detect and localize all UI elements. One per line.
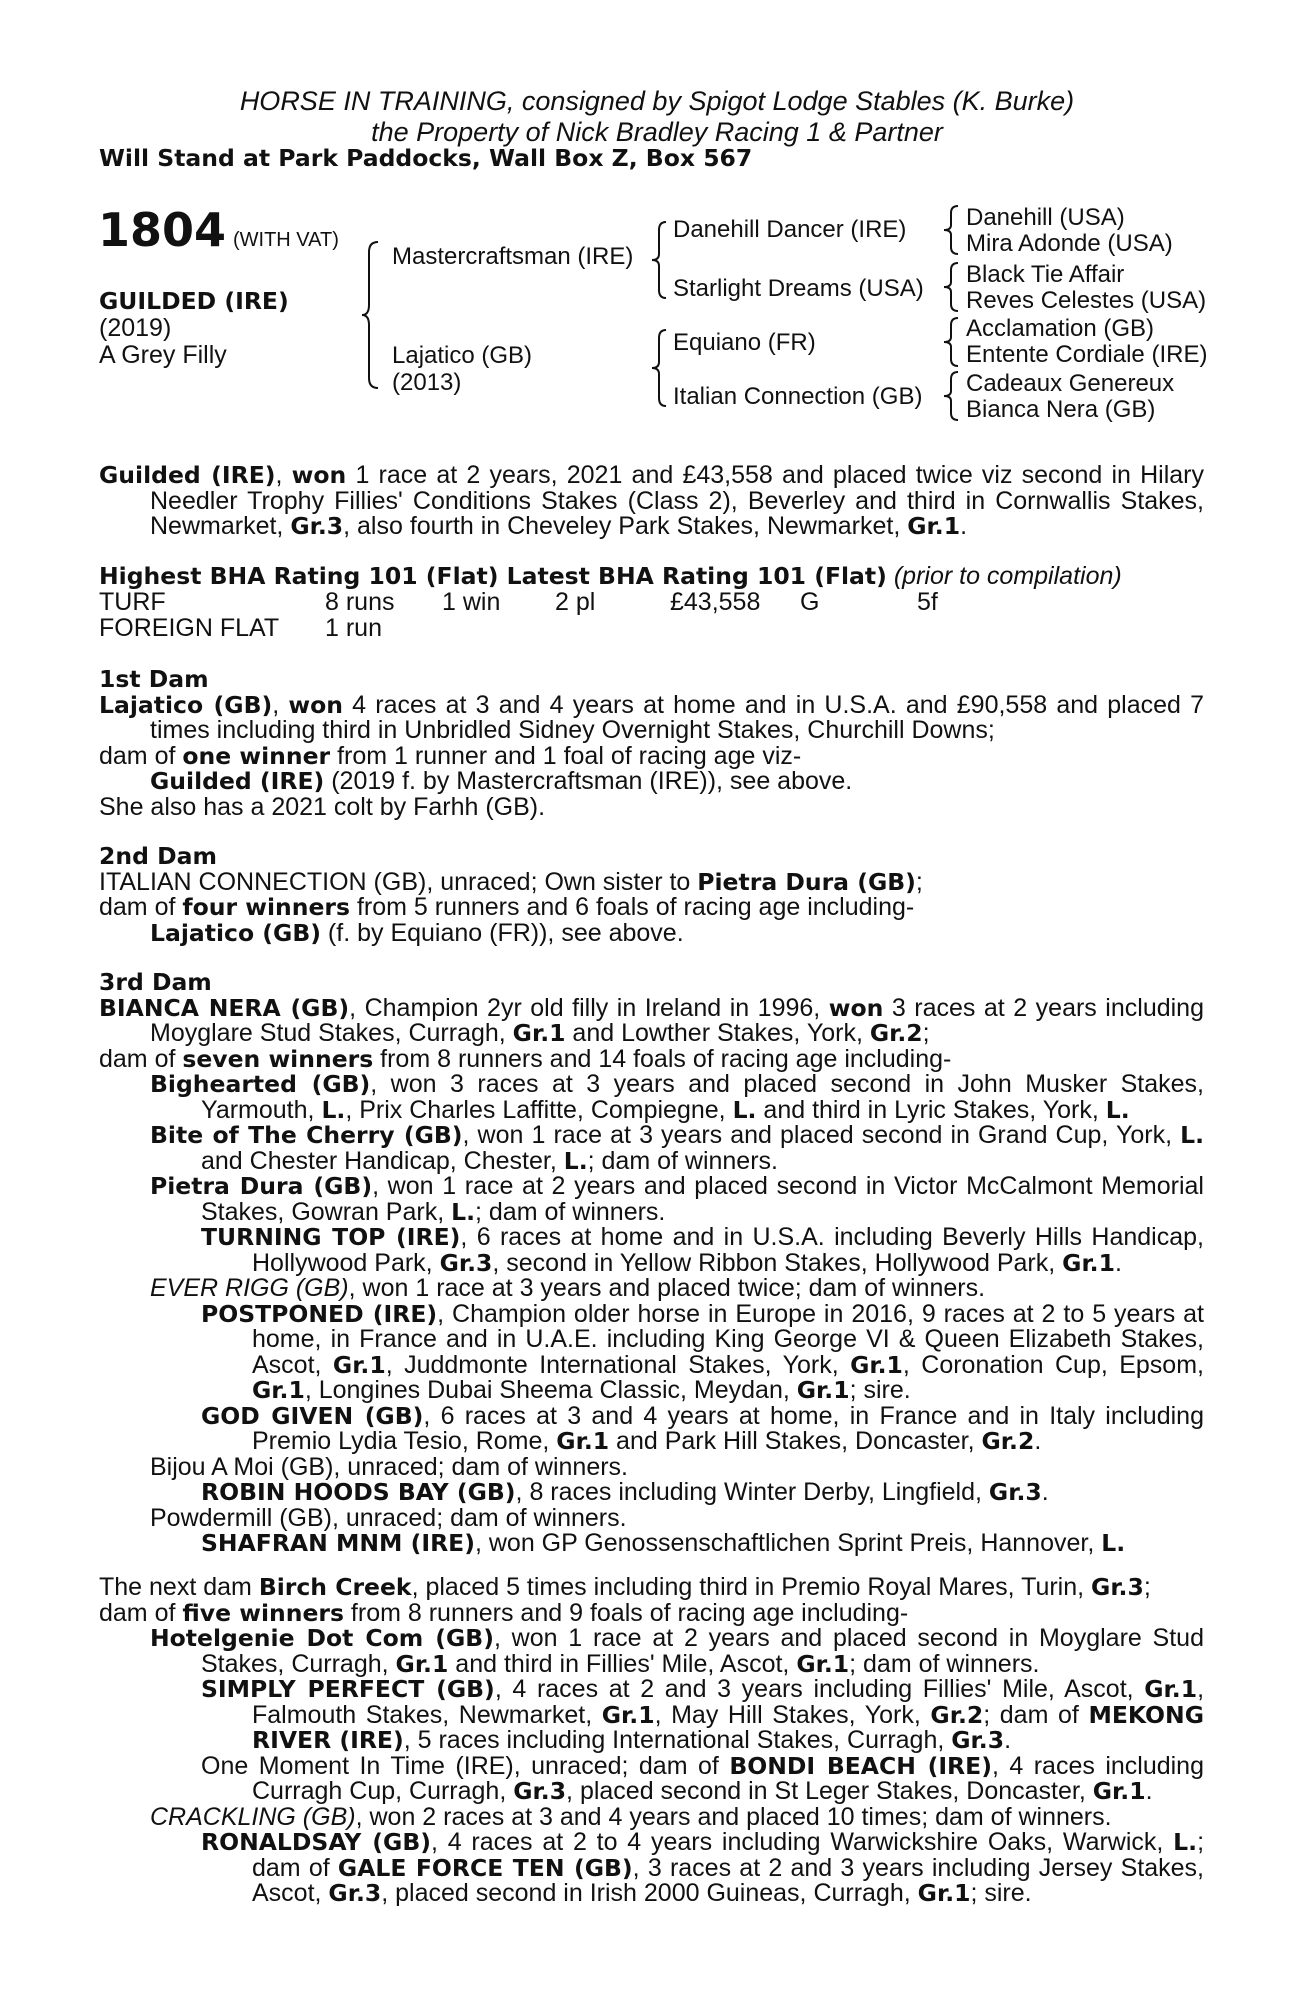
pedigree-brace-ds [942,316,962,368]
grade: L. [1173,1828,1198,1856]
section-heading: 2nd Dam [99,842,217,870]
text: , won 3 races at 3 years and placed second in John Musker Stakes, Yarmouth, [201,1070,1204,1124]
grade: Gr.1 [1092,1777,1146,1805]
text: ITALIAN CONNECTION (GB), unraced; Own sister to [99,867,698,896]
text: from 8 runners and 14 foals of racing age including- [373,1044,952,1073]
horse-name-ref: BONDI BEACH (IRE) [729,1751,992,1780]
consignor-line: HORSE IN TRAINING, consigned by Spigot Lodge Stables (K. Burke) [239,86,1075,116]
grade: Gr.1 [1144,1675,1198,1703]
race-summary [99,463,1204,540]
text: , won GP Genossenschaftlichen Sprint Preis, Hannover, [474,1529,1102,1557]
grade: Gr.3 [951,1726,1005,1754]
text: and third in Lyric Stakes, York, [756,1095,1106,1124]
pedigree-brace-main [360,240,384,390]
pedigree-dam-sire: Equiano (FR) [673,329,816,356]
text: , placed 5 times including third in Premio Royal Mares, Turin, [411,1573,1092,1601]
turf-distance: 5f [917,588,938,616]
horse-name: GUILDED (IRE) [99,287,289,315]
produce-entry [99,1830,1204,1907]
turf-going: G [800,588,820,616]
turf-earnings: £43,558 [670,588,761,616]
third-dam-section [99,970,1204,1557]
text: , 3 races at 2 and 3 years including Jersey Stakes, Ascot, [252,1853,1205,1907]
grade: L. [321,1095,346,1124]
horse-name-ref: RONALDSAY (GB) [201,1828,431,1856]
text: , won 1 race at 3 years and placed twice; dam of winners. [348,1274,986,1302]
text: , won 1 race at 2 years and placed second in Moyglare Stud Stakes, Curragh, [201,1624,1204,1678]
location-line: Will Stand at Park Paddocks, Wall Box Z, Box 567 [99,144,753,172]
grade: Gr.1 [850,1350,903,1379]
text: dam of [99,893,183,921]
produce-entry [99,1401,1204,1455]
pedigree-dsd: Entente Cordiale (IRE) [966,341,1208,368]
pedigree-brace-ss [942,204,962,256]
text: ; dam of winners. [587,1146,778,1175]
grade: Gr.3 [1091,1573,1144,1601]
horse-name-ref: Guilded (IRE) [99,461,276,489]
grade: Gr.3 [328,1879,382,1907]
dam-record [99,993,1204,1047]
text: (f. by Equiano (FR)), see above. [320,918,684,947]
grade: Gr.1 [796,1649,850,1678]
winners-count: one winner [182,741,331,770]
winners-count: four winners [182,893,350,921]
vat-note: (WITH VAT) [232,229,339,251]
grade: Gr.3 [988,1478,1042,1506]
pedigree-dds: Cadeaux Genereux [966,370,1175,397]
grade: Gr.1 [556,1427,610,1455]
dam-record [99,1575,1204,1601]
grade: Gr.1 [332,1350,386,1379]
section-heading: 1st Dam [99,665,209,693]
text: , 4 races including Curragh Cup, Curragh, [252,1751,1204,1805]
text: , 6 races at home and in U.S.A. including Beverly Hills Handicap, Hollywood Park, [252,1223,1204,1277]
pedigree-brace-sire [650,220,670,300]
pedigree-sire-dam: Starlight Dreams (USA) [673,275,924,302]
grade: L. [451,1197,476,1226]
text: and Lowther Stakes, York, [565,1019,870,1047]
text: , Falmouth Stakes, Newmarket, [252,1675,1205,1729]
produce-entry [99,1123,1204,1174]
horse-name-ref: Bighearted (GB) [150,1070,371,1098]
text: dam of [99,1044,183,1073]
grade: Gr.1 [917,1879,971,1907]
produce-entry [99,1276,1204,1302]
produce-entry [99,1751,1204,1805]
grade: L. [1105,1095,1130,1124]
horse-name-ref: POSTPONED (IRE) [201,1299,438,1328]
text: , 6 races at 3 and 4 years at home, in France and in Italy including Premio Lydia Tesio, Rome, [252,1401,1204,1455]
produce-entry [99,1225,1204,1276]
grade: Gr.3 [290,512,344,540]
text: , 8 races including Winter Derby, Lingfield, [515,1478,989,1506]
text: . [1041,1478,1049,1506]
pedigree-brace-dam [650,328,670,408]
text: dam of [99,741,183,770]
grade: L. [1101,1529,1126,1557]
text: . [1145,1777,1153,1805]
text: One Moment In Time (IRE), unraced; dam of [201,1751,730,1780]
text: ; dam of winners. [849,1649,1040,1678]
pedigree-sire: Mastercraftsman (IRE) [392,243,634,270]
pedigree-sds: Black Tie Affair [966,261,1125,288]
pedigree-dss: Acclamation (GB) [966,315,1155,342]
horse-name-ref: CRACKLING (GB) [150,1802,356,1831]
text: . [1004,1726,1012,1754]
text: from 8 runners and 9 foals of racing age including- [343,1598,909,1627]
produce-entry [99,1174,1204,1225]
text: , May Hill Stakes, York, [654,1700,931,1729]
foreign-label: FOREIGN FLAT [99,614,280,642]
produce-summary [99,1044,1204,1073]
text: ; [1143,1573,1151,1601]
text: , won 1 race at 2 years and placed second in Victor McCalmont Memorial Stakes, Gowran Park, [201,1172,1204,1226]
produce-entry [99,1480,1204,1506]
text: ; sire. [970,1879,1032,1907]
other-produce: She also has a 2021 colt by Farhh (GB). [99,792,546,821]
text: (2019 f. by Mastercraftsman (IRE)), see above. [324,767,853,795]
horse-name-ref: Bite of The Cherry (GB) [150,1121,463,1149]
grade: Gr.1 [796,1376,850,1404]
text: The next dam [99,1573,259,1601]
text: and Chester Handicap, Chester, [201,1146,564,1175]
grade: L. [1180,1121,1204,1149]
produce-entry [99,1677,1204,1754]
rating-note: (prior to compilation) [893,562,1122,590]
text: 1 race at 2 years, 2021 and £43,558 and placed twice viz second in Hilary Needler Trophy Fillies' Conditions Stakes (Class 2), Beverley and third in Cornwallis Stakes, Newmarket, [150,461,1204,540]
text: , Coronation Cup, Epsom, [902,1350,1204,1379]
pedigree-brace-dd [942,370,962,422]
text: , 5 races including International Stakes, Curragh, [403,1726,952,1754]
text: ; dam of winners. [475,1197,666,1226]
horse-name-ref: ROBIN HOODS BAY (GB) [201,1478,516,1506]
text: . [960,512,968,540]
horse-name-ref: EVER RIGG (GB) [150,1274,349,1302]
horse-name-ref: GOD GIVEN (GB) [201,1401,424,1430]
pedigree-brace-sd [942,261,962,313]
dam-name: Birch Creek [258,1573,412,1601]
grade: Gr.1 [601,1700,655,1729]
text: from 1 runner and 1 foal of racing age viz- [330,741,802,770]
horse-name-ref: SHAFRAN MNM (IRE) [201,1529,475,1557]
produce-entry [99,769,1204,795]
horse-name-ref: MEKONG RIVER (IRE) [252,1700,1204,1754]
sibling-name: Pietra Dura (GB) [697,867,916,896]
turf-places: 2 pl [555,588,596,616]
text: , Champion 2yr old filly in Ireland in 1996, [349,993,829,1022]
produce-entry: Powdermill (GB), unraced; dam of winners. [150,1503,627,1532]
lot-number-value: 1804 [98,203,227,257]
text: , won 1 race at 3 years and placed second in Grand Cup, York, [462,1121,1181,1149]
grade: Gr.3 [439,1248,493,1277]
pedigree-ssd: Mira Adonde (USA) [966,230,1173,257]
horse-name-ref: TURNING TOP (IRE) [201,1223,461,1251]
text: , also fourth in Cheveley Park Stakes, Newmarket, [343,512,908,540]
text: ; [922,1019,930,1047]
produce-summary [99,1598,1204,1627]
produce-entry [99,1299,1204,1404]
text: 4 races at 3 and 4 years at home and in U.S.A. and £90,558 and placed 7 times including third in Unbridled Sidney Overnight Stakes, Churchill Downs; [150,690,1204,744]
text: , Longines Dubai Sheema Classic, Meydan, [304,1376,797,1404]
text: , Prix Charles Laffitte, Compiegne, [345,1095,733,1124]
text: . [1034,1427,1042,1455]
produce-entry [99,1072,1204,1123]
pedigree-dam: Lajatico (GB) [392,342,533,369]
won-label: won [828,993,884,1022]
pedigree-sire-sire: Danehill Dancer (IRE) [673,216,907,243]
second-dam-section [99,844,1204,946]
grade: Gr.1 [1062,1248,1115,1277]
first-dam-section [99,667,1204,820]
text: ; dam of [983,1700,1089,1729]
grade: L. [563,1146,588,1175]
text: , 4 races at 2 and 3 years including Fillies' Mile, Ascot, [494,1675,1145,1703]
turf-runs: 8 runs [325,588,395,616]
grade: Gr.3 [513,1777,567,1805]
pedigree-dam-dam: Italian Connection (GB) [673,383,923,410]
text: , second in Yellow Ribbon Stakes, Hollywood Park, [492,1248,1063,1277]
grade: Gr.1 [252,1376,305,1404]
produce-entry [99,1802,1204,1831]
pedigree-ddd: Bianca Nera (GB) [966,396,1156,423]
text: dam of [99,1598,183,1627]
text: . [1114,1248,1122,1277]
winners-count: five winners [182,1598,344,1627]
text: ; sire. [849,1376,911,1404]
produce-entry: Bijou A Moi (GB), unraced; dam of winners. [150,1452,628,1481]
text: , placed second in Irish 2000 Guineas, Curragh, [381,1879,918,1907]
grade: Gr.2 [869,1019,923,1047]
horse-name-ref: SIMPLY PERFECT (GB) [201,1675,495,1703]
produce-entry [99,1626,1204,1677]
text: , Champion older horse in Europe in 2016, 9 races at 2 to 5 years at home, in France and in U.A.E. including King George VI & Queen Elizabeth Stakes, Ascot, [252,1299,1204,1379]
horse-description: A Grey Filly [99,341,227,369]
produce-summary [99,895,1204,921]
foreign-runs: 1 run [325,614,382,642]
fourth-dam-section [99,1575,1204,1907]
grade: Gr.2 [981,1427,1035,1455]
turf-wins: 1 win [442,588,501,616]
horse-name-ref: Guilded (IRE) [150,767,325,795]
grade: Gr.2 [930,1700,984,1729]
summary-paragraph [99,463,1204,540]
dam-name: Lajatico (GB) [99,690,273,719]
text: ; dam of [252,1828,1205,1882]
text: , 4 races at 2 to 4 years including Warwickshire Oaks, Warwick, [431,1828,1174,1856]
produce-entry [99,1531,1204,1557]
horse-identity [99,288,289,369]
horse-name-ref: GALE FORCE TEN (GB) [337,1853,633,1882]
rating-heading: Highest BHA Rating 101 (Flat) Latest BHA Rating 101 (Flat) [99,562,887,590]
dam-record [99,690,1204,744]
horse-name-ref: Pietra Dura (GB) [150,1172,373,1200]
text: , Juddmonte International Stakes, York, [385,1350,851,1379]
grade: Gr.1 [907,512,961,540]
grade: Gr.1 [395,1649,449,1678]
pedigree-sss: Danehill (USA) [966,204,1125,231]
won-label: won [291,461,347,489]
text: from 5 runners and 6 foals of racing age including- [350,893,915,921]
grade: L. [732,1095,757,1124]
produce-entry [99,918,1204,947]
produce-summary [99,741,1204,770]
text: , placed second in St Leger Stakes, Doncaster, [566,1777,1093,1805]
pedigree-sdd: Reves Celestes (USA) [966,287,1207,314]
section-heading: 3rd Dam [99,968,212,996]
won-label: won [288,690,343,719]
horse-year: (2019) [99,314,172,342]
horse-name-ref: Lajatico (GB) [150,918,321,947]
lot-number [98,205,339,255]
bha-rating [99,564,1204,590]
dam-record [99,867,1204,896]
turf-label: TURF [99,588,166,616]
property-line: the Property of Nick Bradley Racing 1 & Partner [371,117,943,147]
horse-name-ref: Hotelgenie Dot Com (GB) [150,1624,494,1652]
text: , won 2 races at 3 and 4 years and placed 10 times; dam of winners. [355,1802,1112,1831]
winners-count: seven winners [182,1044,374,1073]
text: , [272,690,289,719]
pedigree-dam-year: (2013) [392,369,462,396]
grade: Gr.1 [512,1019,566,1047]
text: 3 races at 2 years including Moyglare Stud Stakes, Curragh, [150,993,1204,1047]
text: and Park Hill Stakes, Doncaster, [609,1427,982,1455]
text: and third in Fillies' Mile, Ascot, [448,1649,797,1678]
text: , [275,461,292,489]
dam-name: BIANCA NERA (GB) [99,993,350,1022]
text: ; [915,867,923,896]
